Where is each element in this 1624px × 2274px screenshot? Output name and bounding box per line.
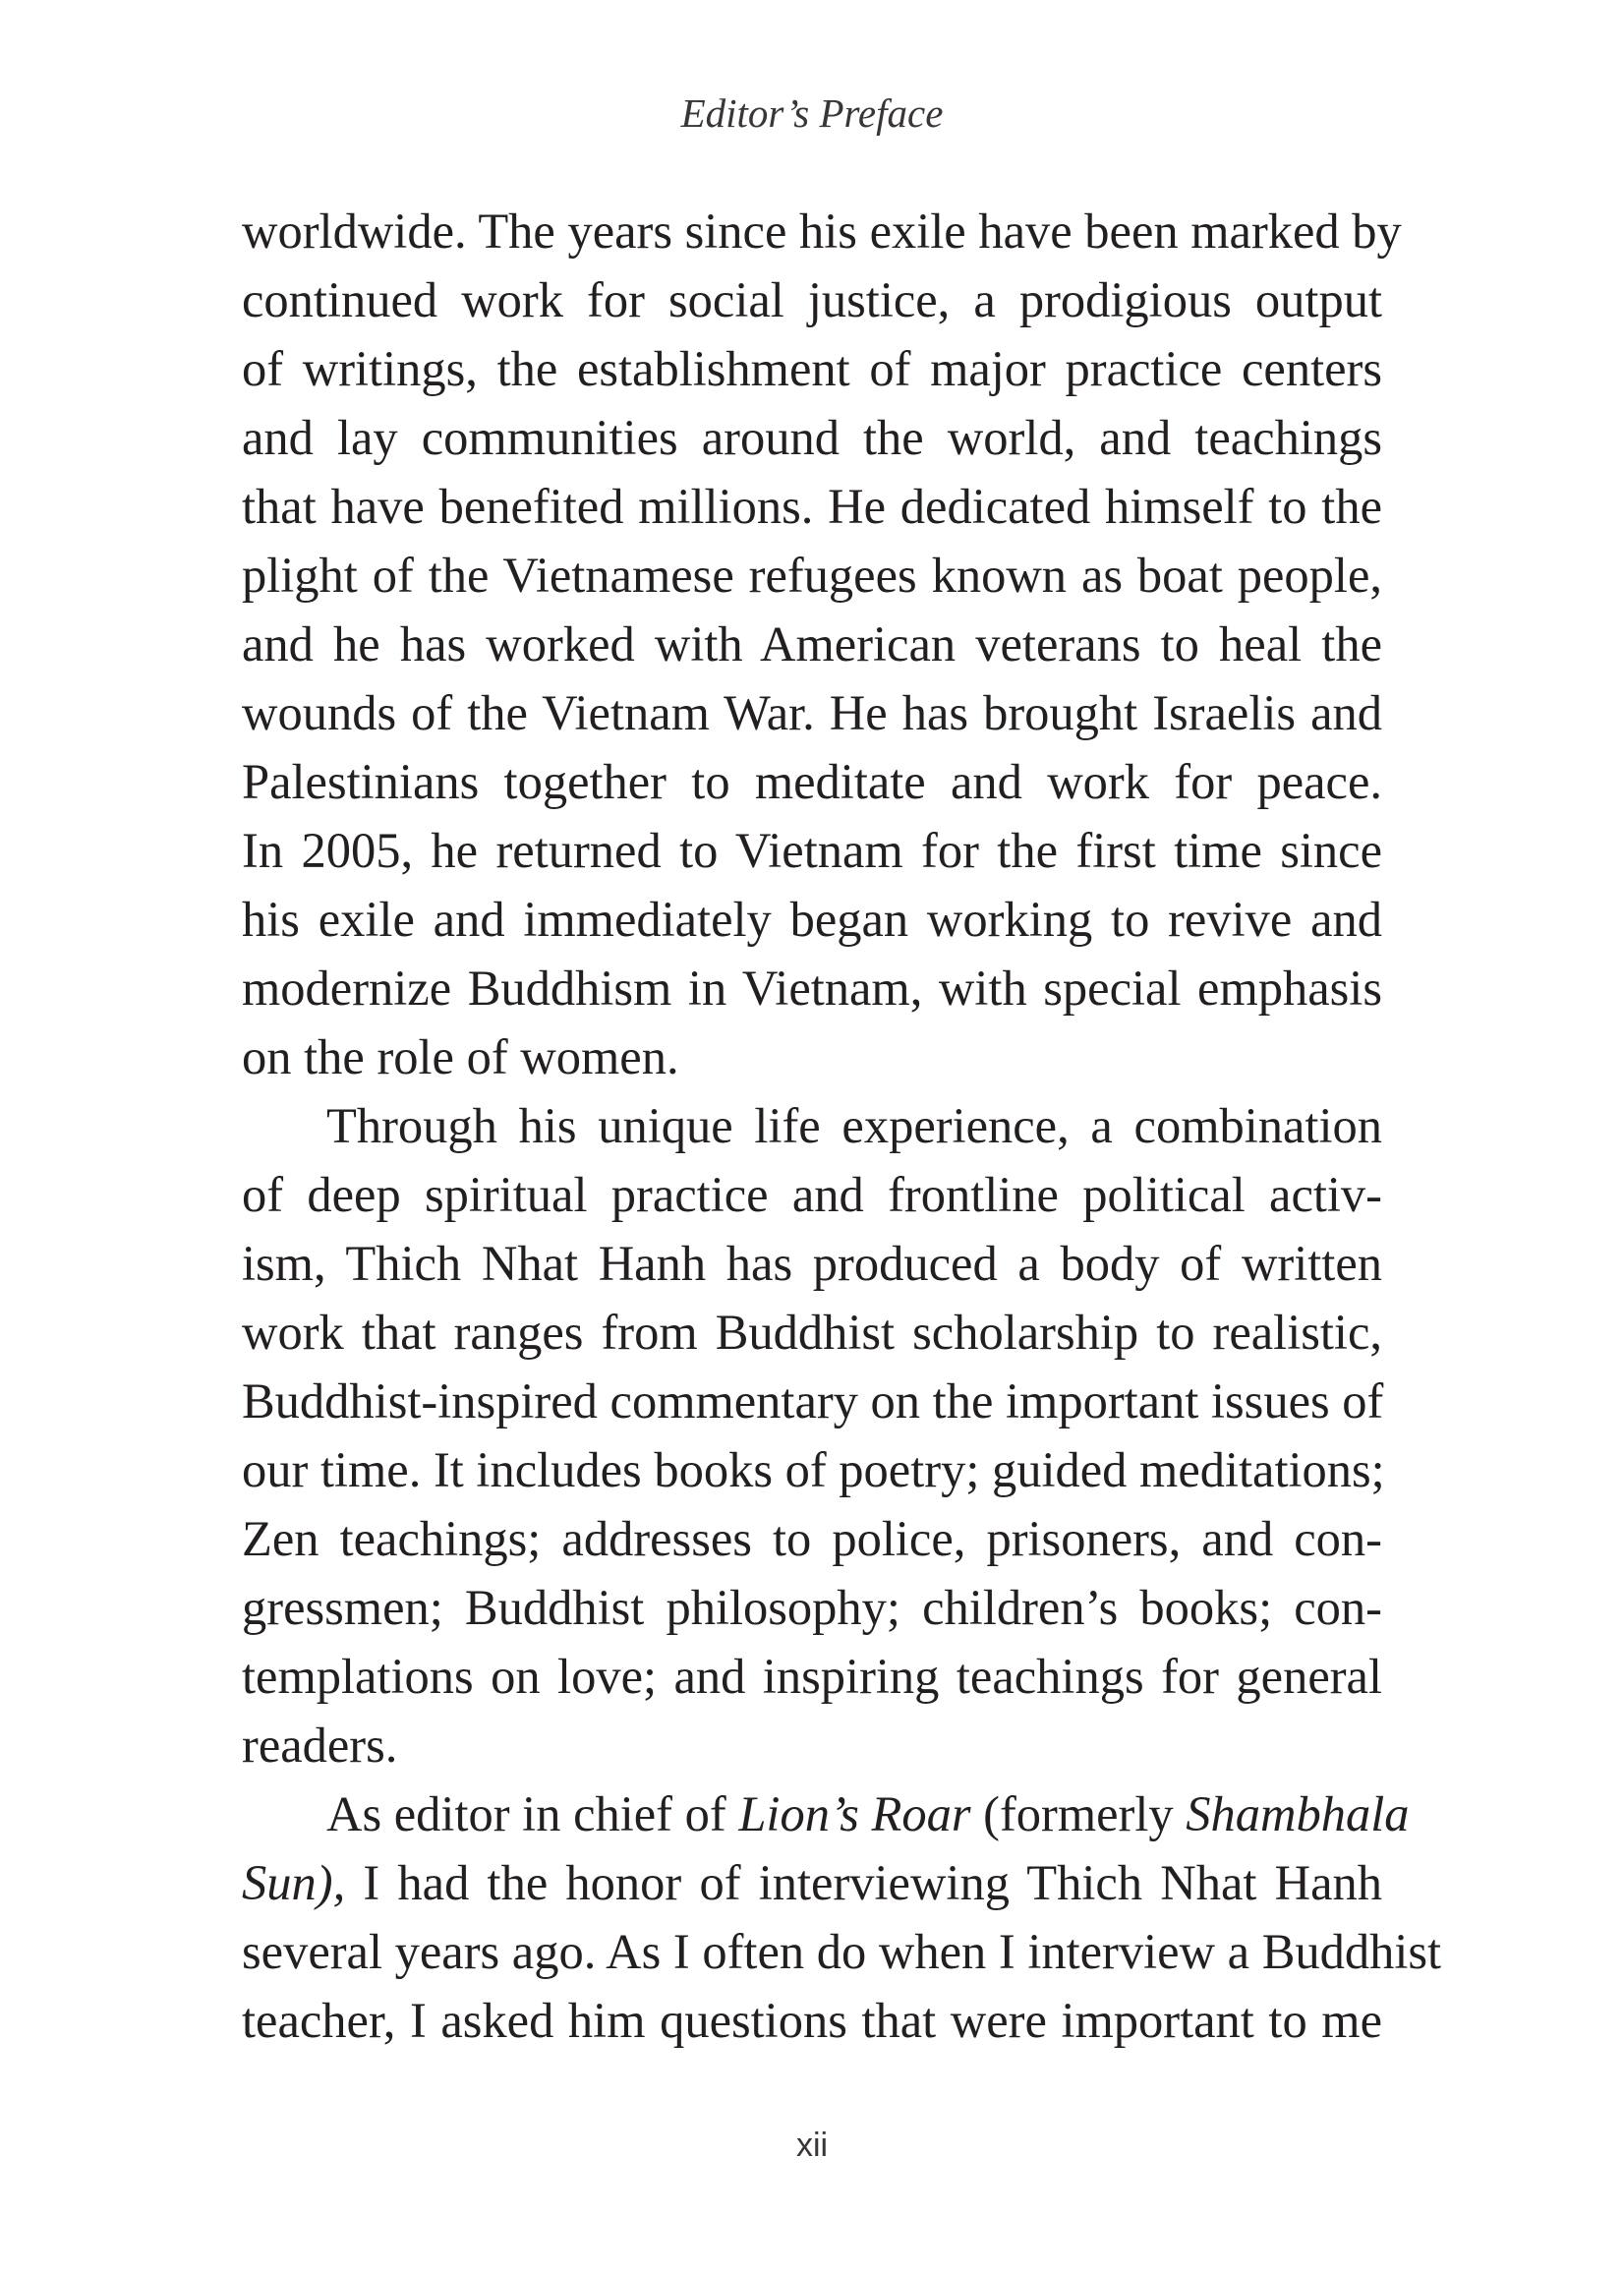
page-number: xii (795, 2127, 829, 2164)
text-line: templations on love; and inspiring teachings for general (242, 1649, 1382, 1704)
text-line: that have benefited millions. He dedicated himself to the (242, 479, 1382, 534)
publication-title: Sun), (242, 1855, 346, 1910)
text-segment: I had the honor of interviewing Thich Nhat Hanh (363, 1855, 1382, 1910)
text-line: our time. It includes books of poetry; guided meditations; (242, 1442, 1385, 1497)
text-line: Zen teachings; addresses to police, prisoners, and con- (242, 1511, 1382, 1566)
text-line: work that ranges from Buddhist scholarship to realistic, (242, 1305, 1382, 1360)
text-line: Through his unique life experience, a combination (326, 1098, 1382, 1153)
text-line: wounds of the Vietnam War. He has brought Israelis and (242, 685, 1382, 740)
body-text (242, 197, 1442, 2055)
text-segment: (formerly (983, 1786, 1174, 1841)
running-head: Editor’s Preface (680, 90, 944, 136)
publication-title: Lion’s Roar (738, 1786, 971, 1841)
text-line: Buddhist-inspired commentary on the important issues of (242, 1373, 1384, 1429)
text-line: readers. (242, 1718, 398, 1773)
text-line: In 2005, he returned to Vietnam for the first time since (242, 823, 1382, 878)
text-line: ism, Thich Nhat Hanh has produced a body of written (242, 1236, 1382, 1291)
text-line: and he has worked with American veterans to heal the (242, 616, 1382, 671)
text-line-with-italics (242, 1779, 1410, 1848)
text-line: teacher, I asked him questions that were important to me (242, 1993, 1382, 2048)
text-line: gressmen; Buddhist philosophy; children’s books; con- (242, 1580, 1382, 1635)
text-line: continued work for social justice, a prodigious output (242, 272, 1382, 327)
text-line: and lay communities around the world, and teachings (242, 410, 1382, 465)
text-line-with-italics (242, 1848, 1382, 1917)
text-line: worldwide. The years since his exile have been marked by (242, 204, 1402, 259)
text-line: on the role of women. (242, 1029, 679, 1084)
text-line: his exile and immediately began working to revive and (242, 892, 1382, 947)
text-line: Palestinians together to meditate and work for peace. (242, 754, 1382, 809)
text-line: plight of the Vietnamese refugees known as boat people, (242, 548, 1382, 603)
text-line: several years ago. As I often do when I interview a Buddhist (242, 1924, 1442, 1979)
publication-title: Shambhala (1186, 1786, 1410, 1841)
text-line: modernize Buddhism in Vietnam, with special emphasis (242, 961, 1382, 1016)
text-line: of deep spiritual practice and frontline political activ- (242, 1167, 1382, 1222)
text-segment: As editor in chief of (326, 1786, 726, 1841)
text-line: of writings, the establishment of major practice centers (242, 341, 1382, 396)
